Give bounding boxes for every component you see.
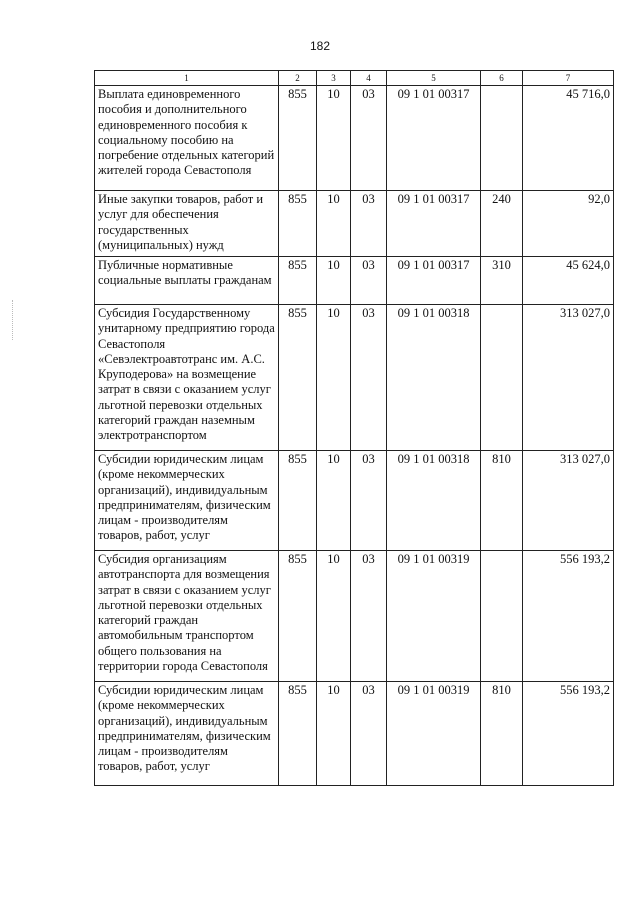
row-rz-cell: 10 [317, 305, 351, 451]
row-pr-cell: 03 [351, 551, 387, 682]
row-sum-cell: 313 027,0 [523, 451, 614, 551]
row-ved-cell: 855 [279, 257, 317, 305]
row-rz-cell: 10 [317, 551, 351, 682]
row-sum-cell: 45 624,0 [523, 257, 614, 305]
scan-margin-mark [12, 300, 16, 340]
row-vr-cell: 810 [481, 682, 523, 786]
table-row [95, 451, 614, 551]
table-row [95, 551, 614, 682]
row-name-cell: Субсидии юридическим лицам (кроме некоммерческих организаций), индивидуальным предпринимателям, физическим лицам - производителям товаров, работ, услуг [95, 682, 279, 786]
row-rz-cell: 10 [317, 257, 351, 305]
row-name-cell: Публичные нормативные социальные выплаты гражданам [95, 257, 279, 305]
header-row [95, 71, 614, 86]
table-row [95, 86, 614, 191]
row-vr-cell [481, 551, 523, 682]
row-sum-cell: 556 193,2 [523, 682, 614, 786]
row-sum-cell: 313 027,0 [523, 305, 614, 451]
row-ved-cell: 855 [279, 551, 317, 682]
row-name-cell: Субсидии юридическим лицам (кроме некоммерческих организаций), индивидуальным предпринимателям, физическим лицам - производителям товаров, работ, услуг [95, 451, 279, 551]
row-rz-cell: 10 [317, 451, 351, 551]
row-name-cell: Субсидия организациям автотранспорта для возмещения затрат в связи с оказанием услуг льготной перевозки отдельных категорий граждан автомобильным транспортом общего пользования на территории города Севастополя [95, 551, 279, 682]
table-row [95, 305, 614, 451]
header-col-7: 7 [523, 71, 614, 86]
header-col-4: 4 [351, 71, 387, 86]
table-header [95, 71, 614, 86]
header-col-5: 5 [387, 71, 481, 86]
row-pr-cell: 03 [351, 191, 387, 257]
row-csr-cell: 09 1 01 00317 [387, 86, 481, 191]
row-pr-cell: 03 [351, 451, 387, 551]
table-row [95, 682, 614, 786]
row-ved-cell: 855 [279, 86, 317, 191]
header-col-3: 3 [317, 71, 351, 86]
row-name-cell: Выплата единовременного пособия и дополнительного единовременного пособия к социальному пособию на погребение отдельных категорий жителей города Севастополя [95, 86, 279, 191]
header-col-6: 6 [481, 71, 523, 86]
row-pr-cell: 03 [351, 257, 387, 305]
table-row [95, 191, 614, 257]
row-csr-cell: 09 1 01 00318 [387, 305, 481, 451]
row-name-cell: Субсидия Государственному унитарному предприятию города Севастополя «Севэлектроавтотранс им. А.С. Круподерова» на возмещение затрат в связи с оказанием услуг льготной перевозки отдельных категорий граждан наземным электротранспортом [95, 305, 279, 451]
row-ved-cell: 855 [279, 451, 317, 551]
row-vr-cell: 240 [481, 191, 523, 257]
row-pr-cell: 03 [351, 682, 387, 786]
row-vr-cell [481, 86, 523, 191]
row-name-cell: Иные закупки товаров, работ и услуг для обеспечения государственных (муниципальных) нужд [95, 191, 279, 257]
page-number: 182 [309, 39, 331, 53]
row-csr-cell: 09 1 01 00319 [387, 551, 481, 682]
row-csr-cell: 09 1 01 00317 [387, 191, 481, 257]
row-ved-cell: 855 [279, 191, 317, 257]
row-rz-cell: 10 [317, 191, 351, 257]
header-col-1: 1 [95, 71, 279, 86]
row-vr-cell [481, 305, 523, 451]
row-pr-cell: 03 [351, 305, 387, 451]
row-sum-cell: 45 716,0 [523, 86, 614, 191]
row-csr-cell: 09 1 01 00317 [387, 257, 481, 305]
row-vr-cell: 810 [481, 451, 523, 551]
table-row [95, 257, 614, 305]
row-csr-cell: 09 1 01 00318 [387, 451, 481, 551]
row-sum-cell: 556 193,2 [523, 551, 614, 682]
row-rz-cell: 10 [317, 86, 351, 191]
header-col-2: 2 [279, 71, 317, 86]
row-vr-cell: 310 [481, 257, 523, 305]
row-sum-cell: 92,0 [523, 191, 614, 257]
row-ved-cell: 855 [279, 305, 317, 451]
row-pr-cell: 03 [351, 86, 387, 191]
row-ved-cell: 855 [279, 682, 317, 786]
row-rz-cell: 10 [317, 682, 351, 786]
budget-table [94, 70, 614, 786]
row-csr-cell: 09 1 01 00319 [387, 682, 481, 786]
table-body [95, 86, 614, 786]
